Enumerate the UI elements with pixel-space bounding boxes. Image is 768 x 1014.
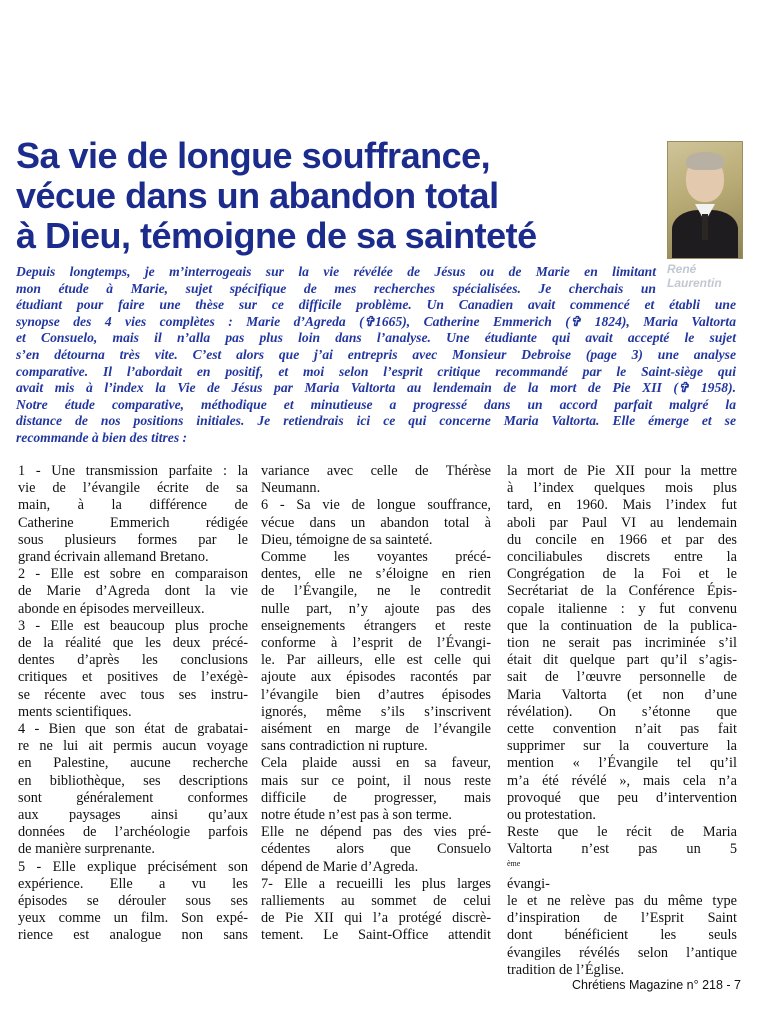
column-line: abonde en épisodes merveilleux. [18, 600, 205, 617]
column-line: la mort de Pie XII pour la mettre [507, 463, 737, 479]
column-line: tradition de l’Église. [507, 961, 625, 978]
intro-line: distance de nos positions initiales. Je retiendrais ici ce qui concerne Maria Valtorta. Elle émerge et se [16, 413, 736, 429]
column-line: mais sur ce point, il nous reste [261, 772, 491, 789]
column-line: ments scientifiques. [18, 703, 132, 720]
column-line: dentes d’après les conclusions [18, 652, 248, 669]
column-line: de manière surprenante. [18, 841, 155, 858]
column-line: ajoute aux épisodes racontés par [261, 669, 491, 686]
author-first-name: René [667, 262, 697, 276]
column-line: Dieu, témoigne de sa sainteté. [261, 531, 433, 548]
intro-line: mon étude à Marie, sujet spécifique de mes recherches spécialisées. Je cherchais un [16, 280, 656, 296]
column-line: épisodes se dérouler sous ses [18, 893, 248, 910]
column-line: vie de l’évangile écrite de sa [18, 480, 248, 497]
column-line: que la continuation de la publica- [507, 617, 737, 634]
column-line: critiques et positives de l’exégè- [18, 669, 248, 686]
column-line: copale italienne : y fut convenu [507, 600, 737, 617]
column-line: Catherine Emmerich rédigée [18, 514, 248, 531]
column-line: le. Par ailleurs, elle est celle qui [261, 652, 491, 669]
column-line: cette convention n’ait pas fait [507, 721, 737, 738]
author-photo [667, 141, 743, 259]
ordinal-prefix: Valtorta n’est pas un 5 [507, 841, 737, 858]
column-line: m’a été révélé », mais cela n’a [507, 772, 737, 789]
column-line: dont bénéficient les seuls [507, 927, 737, 944]
text-column-1 [18, 463, 248, 945]
portrait-tie [702, 214, 708, 240]
column-line: Maria Valtorta (et non d’une [507, 686, 737, 703]
title-line: à Dieu, témoigne de sa sainteté [16, 215, 537, 256]
intro-line: et Consuelo, mais il n’alla pas plus loin dans l’analyse. Une étudiante qui avait accepté le sujet [16, 330, 736, 346]
column-line: dépend de Marie d’Agreda. [261, 858, 419, 875]
column-line: sous plusieurs formes par le [18, 531, 248, 548]
text-column-2 [261, 463, 491, 945]
column-line: en Palestine, aucune recherche [18, 755, 248, 772]
column-line: tement. Le Saint-Office attendit [261, 927, 491, 944]
column-line: notre étude n’est pas à son terme. [261, 807, 452, 824]
column-line: 4 - Bien que son état de grabatai- [18, 721, 248, 738]
column-line: expérience. Elle a vu les [18, 875, 248, 892]
column-line: rience est analogue non sans [18, 927, 248, 944]
column-line: sont généralement conformes [18, 789, 248, 806]
column-line: Cela plaide aussi en sa faveur, [261, 755, 491, 772]
column-line: sans contradiction ni rupture. [261, 738, 428, 755]
column-line: 5 - Elle explique précisément son [18, 858, 248, 875]
column-line: aux paysages ainsi qu’aux [18, 807, 248, 824]
column-line: tard, en 1960. Mais l’index fut [507, 497, 737, 514]
column-line: ignorés, même s’ils s’inscrivent [261, 703, 491, 720]
column-line: de la réalité que les deux précé- [18, 635, 248, 652]
column-line: vécue dans un abandon total à [261, 514, 491, 531]
column-line: difficile de progresser, mais [261, 789, 491, 806]
intro-line: recommande à bien des titres : [16, 429, 188, 445]
portrait-hair [686, 152, 724, 170]
column-line: ralliements au sommet de celui [261, 893, 491, 910]
ordinal-superscript: ème [507, 858, 521, 868]
column-line: 2 - Elle est sobre en comparaison [18, 566, 248, 583]
column-line: du concile en 1966 et par des [507, 531, 737, 548]
column-line: conciliabules discrets entre la [507, 549, 737, 566]
column-line: Comme les voyantes précé- [261, 549, 491, 566]
column-line: révélation). On s’étonne que [507, 703, 737, 720]
column-line: dentes, elle ne s’éloigne en rien [261, 566, 491, 583]
column-line: était dit quelque part qu’il s’agis- [507, 652, 737, 669]
intro-paragraph [16, 264, 736, 447]
column-line: d’inspiration de l’Esprit Saint [507, 910, 737, 927]
column-line: cédentes alors que Consuelo [261, 841, 491, 858]
column-line [507, 841, 737, 893]
column-line: 7- Elle a recueilli les plus larges [261, 875, 491, 892]
column-line: l’évangile bien d’autres épisodes [261, 686, 491, 703]
column-line: variance avec celle de Thérèse [261, 463, 491, 479]
column-line: nulle part, n’y ajoute pas des [261, 600, 491, 617]
intro-line: Depuis longtemps, je m’interrogeais sur la vie révélée de Jésus ou de Marie en limitant [16, 264, 656, 279]
column-line: à l’index quelques mois plus [507, 480, 737, 497]
title-line: Sa vie de longue souffrance, [16, 135, 491, 176]
column-line: tion ne serait pas incriminée s’il [507, 635, 737, 652]
intro-line: comparative. Il l’abordait en positif, et moi selon l’esprit critique recommandé par le Saint-siège qui [16, 363, 736, 379]
column-line: re ne lui ait permis aucun voyage [18, 738, 248, 755]
column-line: de Pie XII qui l’a protégé discrè- [261, 910, 491, 927]
column-line: mention « l’Évangile tel qu’il [507, 755, 737, 772]
column-line: supprimer sur la couverture la [507, 738, 737, 755]
column-line: enseignements étrangers et reste [261, 617, 491, 634]
column-line: se récente avec tous ses instru- [18, 686, 248, 703]
column-line: de l’Évangile, ne le contredit [261, 583, 491, 600]
column-line: main, à la différence de [18, 497, 248, 514]
column-line: grand écrivain allemand Bretano. [18, 549, 209, 566]
column-line: ou protestation. [507, 807, 596, 824]
column-line: Neumann. [261, 480, 321, 497]
column-line: Congrégation de la Foi et le [507, 566, 737, 583]
ordinal-suffix: évangi- [507, 875, 550, 892]
column-line: le et ne relève pas du même type [507, 893, 737, 910]
intro-line: étudiant pour faire une thèse sur ce difficile problème. Un Canadien avait commencé et établi une [16, 297, 736, 313]
column-line: provoqué que peu d’intervention [507, 789, 737, 806]
column-line: Reste que le récit de Maria [507, 824, 737, 841]
column-line: Secrétariat de la Conférence Épis- [507, 583, 737, 600]
column-line: en bibliothèque, ses descriptions [18, 772, 248, 789]
column-line: de Marie d’Agreda dont la vie [18, 583, 248, 600]
author-last-name: Laurentin [667, 276, 722, 290]
intro-line: synopse des 4 vies complètes : Marie d’Agreda (✞1665), Catherine Emmerich (✞ 1824), Maria Valtorta [16, 313, 736, 329]
text-column-3 [507, 463, 737, 979]
article-title [16, 136, 656, 256]
column-line: Elle ne dépend pas des vies pré- [261, 824, 491, 841]
title-line: vécue dans un abandon total [16, 175, 499, 216]
column-line: 1 - Une transmission parfaite : la [18, 463, 248, 479]
column-line: conforme à l’esprit de l’Évangi- [261, 635, 491, 652]
column-line: aisément en marge de l’évangile [261, 721, 491, 738]
column-line: 3 - Elle est beaucoup plus proche [18, 617, 248, 634]
column-line: sait de l’œuvre personnelle de [507, 669, 737, 686]
column-line: évangiles révélés selon l’antique [507, 944, 737, 961]
column-line: yeux comme un film. Son expé- [18, 910, 248, 927]
column-line: données de l’archéologie parfois [18, 824, 248, 841]
intro-line: s’en détourna très vite. C’est alors que j’ai entrepris avec Monsieur Debroise (page 3) une analyse [16, 346, 736, 362]
intro-line: Notre étude comparative, méthodique et minutieuse a progressé dans un accord parfait malgré la [16, 396, 736, 412]
column-line: 6 - Sa vie de longue souffrance, [261, 497, 491, 514]
page-footer: Chrétiens Magazine n° 218 - 7 [572, 978, 741, 992]
intro-line: avait mis à l’index la Vie de Jésus par Maria Valtorta au lendemain de la mort de Pie XII (✞ 1958). [16, 380, 736, 396]
column-line: aboli par Paul VI au lendemain [507, 514, 737, 531]
